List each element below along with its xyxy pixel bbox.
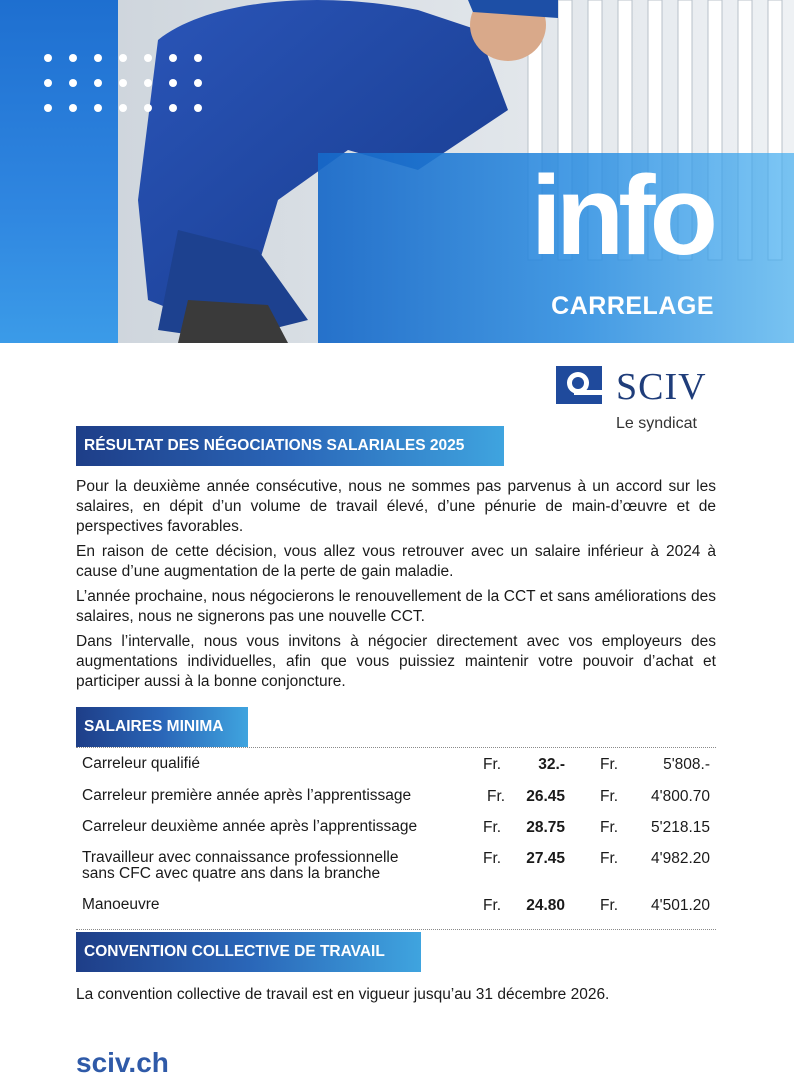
paragraph: Dans l’intervalle, nous vous invitons à négocier directement avec vos employeurs des augmentations individuelles, afin que vous puissiez maintenir votre pouvoir d’achat et participer aussi à la bonne conjoncture. bbox=[76, 633, 716, 690]
decorative-dot-grid bbox=[44, 54, 202, 112]
monthly-wage: 4'800.70 bbox=[651, 788, 710, 805]
currency-label: Fr. bbox=[483, 897, 502, 914]
monthly-wage: 5'218.15 bbox=[651, 819, 710, 836]
convention-heading: CONVENTION COLLECTIVE DE TRAVAIL bbox=[76, 932, 421, 972]
minima-heading: SALAIRES MINIMA bbox=[76, 707, 248, 747]
job-title: Carreleur deuxième année après l’apprentissage bbox=[82, 818, 418, 835]
hero-banner bbox=[0, 0, 794, 343]
job-title bbox=[82, 850, 462, 882]
currency-label: Fr. bbox=[600, 819, 619, 836]
hourly-wage: 26.45 bbox=[526, 788, 565, 805]
paragraph: L’année prochaine, nous négocierons le renouvellement de la CCT et sans améliorations des salaires, nous ne signerons pas une nouvelle CCT. bbox=[76, 588, 716, 625]
hourly-wage: 28.75 bbox=[526, 819, 565, 836]
logo-name: SCIV bbox=[616, 366, 707, 408]
paragraph: En raison de cette décision, vous allez vous retrouver avec un salaire inférieur à 2024 à cause d’une augmentation de la perte de gain maladie. bbox=[76, 543, 716, 580]
job-title-line: sans CFC avec quatre ans dans la branche bbox=[82, 865, 381, 882]
currency-label: Fr. bbox=[600, 850, 619, 867]
job-title: Manoeuvre bbox=[82, 896, 160, 913]
table-top-divider bbox=[76, 747, 716, 748]
currency-label: Fr. bbox=[487, 788, 506, 805]
monthly-wage: 4'982.20 bbox=[651, 850, 710, 867]
hourly-wage: 27.45 bbox=[526, 850, 565, 867]
negotiations-heading: RÉSULTAT DES NÉGOCIATIONS SALARIALES 2025 bbox=[76, 426, 504, 466]
footer-website-link[interactable]: sciv.ch bbox=[76, 1047, 169, 1078]
currency-label: Fr. bbox=[600, 756, 619, 773]
job-title: Carreleur première année après l’apprentissage bbox=[82, 787, 412, 804]
hero-side-strip bbox=[0, 0, 118, 343]
job-title-line: Travailleur avec connaissance professionnelle bbox=[82, 849, 399, 866]
negotiations-body bbox=[76, 477, 716, 697]
paragraph: Pour la deuxième année consécutive, nous ne sommes pas parvenus à un accord sur les salaires, en dépit d’un volume de travail élevé, d’une pénurie de main-d’œuvre et de perspectives favorables. bbox=[76, 478, 716, 535]
convention-text: La convention collective de travail est en vigueur jusqu’au 31 décembre 2026. bbox=[76, 986, 610, 1003]
hero-subtitle: CARRELAGE bbox=[551, 292, 714, 320]
sciv-logo bbox=[556, 366, 716, 436]
sciv-logo-mark-icon bbox=[556, 366, 602, 404]
currency-label: Fr. bbox=[600, 897, 619, 914]
hero-title: info bbox=[530, 153, 712, 278]
hourly-wage: 32.- bbox=[538, 756, 565, 773]
monthly-wage: 4'501.20 bbox=[651, 897, 710, 914]
monthly-wage: 5'808.- bbox=[663, 756, 710, 773]
hourly-wage: 24.80 bbox=[526, 897, 565, 914]
table-bottom-divider bbox=[76, 929, 716, 930]
logo-tagline: Le syndicat bbox=[616, 415, 697, 432]
job-title: Carreleur qualifié bbox=[82, 755, 201, 772]
currency-label: Fr. bbox=[483, 756, 502, 773]
currency-label: Fr. bbox=[483, 850, 502, 867]
currency-label: Fr. bbox=[483, 819, 502, 836]
currency-label: Fr. bbox=[600, 788, 619, 805]
